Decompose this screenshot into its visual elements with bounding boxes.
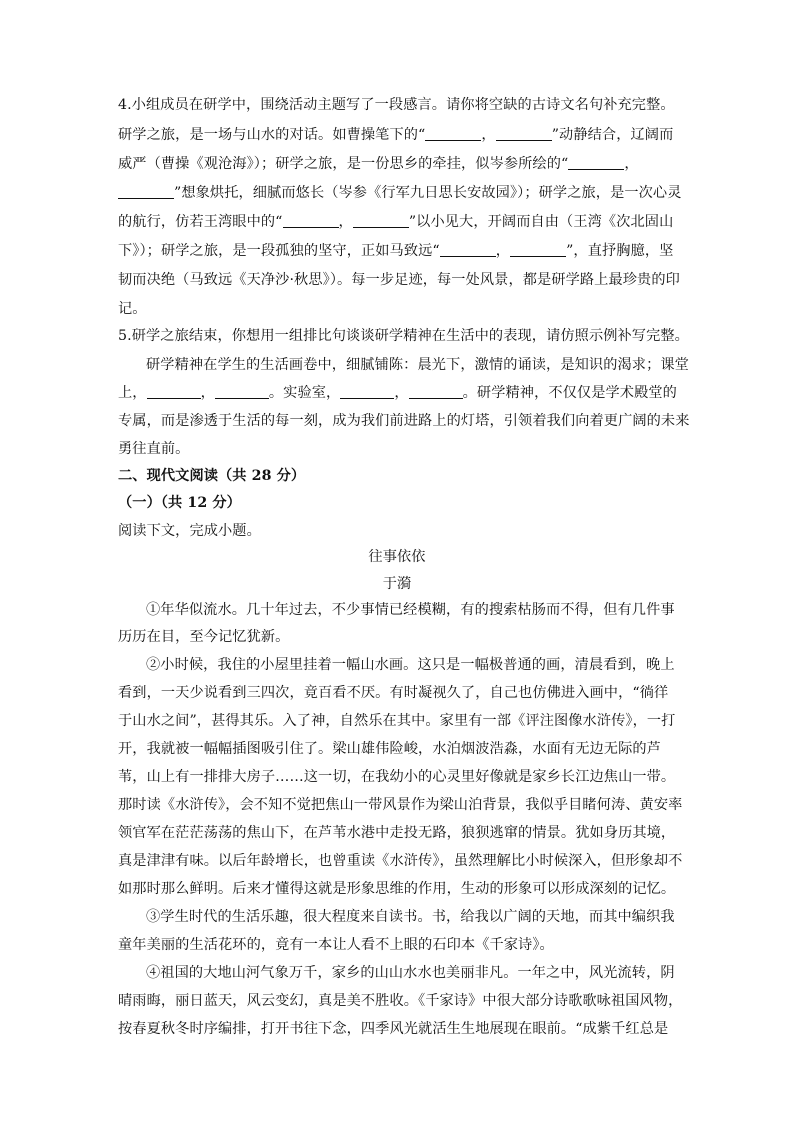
paragraph-2-line: 看到，一天少说看到三四次，竟百看不厌。有时凝视久了，自己也仿佛进入画中，“徜徉 — [118, 685, 669, 701]
question-5-line-3 — [118, 382, 677, 402]
answer-blank[interactable] — [215, 385, 269, 399]
question-4-line-6 — [118, 240, 673, 260]
text: ， — [394, 385, 409, 401]
text: ， — [481, 127, 496, 143]
text: ， — [495, 243, 511, 259]
paragraph-3-line: ③学生时代的生活乐趣，很大程度来自读书。书，给我以广阔的天地，而其中编织我 — [146, 909, 675, 925]
answer-blank[interactable] — [496, 127, 552, 141]
text: 。实验室， — [268, 385, 341, 401]
answer-blank[interactable] — [510, 243, 566, 257]
text: 上， — [118, 385, 147, 401]
question-4-prompt: 4.小组成员在研学中，围绕活动主题写了一段感言。请你将空缺的古诗文名句补充完整。 — [118, 97, 675, 113]
question-5-line-4: 专属，而是渗透于生活的每一刻，成为我们前进路上的灯塔，引领着我们向着更广阔的未来 — [118, 413, 690, 429]
paragraph-4-line: ④祖国的大地山河气象万千，家乡的山山水水也美丽非凡。一年之中，风光流转，阴 — [146, 965, 675, 981]
text: ， — [200, 385, 215, 401]
answer-blank[interactable] — [147, 385, 201, 399]
text: ”想象烘托，细腻而悠长（岑参《行军九日思长安故园》）；研学之旅，是一次心灵 — [174, 185, 682, 201]
subsection-title: （一）（共 12 分） — [118, 495, 241, 511]
answer-blank[interactable] — [283, 214, 339, 228]
article-author: 于漪 — [382, 576, 412, 592]
paragraph-2-line: 真是津津有味。以后年龄增长，也曾重读《水浒传》，虽然理解比小时候深入，但形象却不 — [118, 853, 683, 869]
paragraph-1-line: 历历在目，至今记忆犹新。 — [118, 629, 290, 645]
text: 。研学精神，不仅仅是学术殿堂的 — [462, 385, 677, 401]
paragraph-2-line: 那时读《水浒传》，会不知不觉把焦山一带风景作为梁山泊背景，我似乎目睹何涛、黄安率 — [118, 797, 683, 813]
text: 的航行，仿若王湾眼中的“ — [118, 214, 283, 230]
paragraph-2-line: 苇，山上有一排排大房子……这一切，在我幼小的心灵里好像就是家乡长江边焦山一带。 — [118, 769, 676, 785]
paragraph-2-line: 于山水之间”，甚得其乐。入了神，自然乐在其中。家里有一部《评注图像水浒传》，一打 — [118, 713, 676, 729]
question-4-line-5 — [118, 211, 673, 231]
paragraph-2-line: 开，我就被一幅幅插图吸引住了。梁山雄伟险峻，水泊烟波浩淼，水面有无边无际的芦 — [118, 741, 661, 757]
text: ”以小见大，开阔而自由（王湾《次北固山 — [408, 214, 674, 230]
answer-blank[interactable] — [568, 156, 624, 170]
answer-blank[interactable] — [409, 385, 463, 399]
paragraph-2-line: ②小时候，我住的小屋里挂着一幅山水画。这只是一幅极普通的画，清晨看到，晚上 — [146, 657, 675, 673]
question-5-example: 研学精神在学生的生活画卷中，细腻铺陈：晨光下，激情的诵读，是知识的渴求；课堂 — [146, 357, 689, 373]
text: 威严（曹操《观沧海》）；研学之旅，是一份思乡的牵挂，似岑参所绘的“ — [118, 156, 569, 172]
text: 研学之旅，是一场与山水的对话。如曹操笔下的“ — [118, 127, 426, 143]
paragraph-4-line: 按春夏秋冬时序编排，打开书往下念，四季风光就活生生地展现在眼前。“成紫千红总是 — [118, 1021, 669, 1037]
question-4-line-2 — [118, 124, 673, 144]
answer-blank[interactable] — [118, 185, 174, 199]
question-5-line-5: 勇往直前。 — [118, 441, 190, 457]
section-title: 二、现代文阅读（共 28 分） — [118, 468, 306, 484]
text: ”，直抒胸臆，坚 — [566, 243, 674, 259]
answer-blank[interactable] — [340, 385, 394, 399]
question-4-line-4 — [118, 182, 682, 202]
paragraph-2-line: 领官军在茫茫荡荡的焦山下，在芦苇水港中走投无路，狼狈逃窜的情景。犹如身历其境， — [118, 825, 676, 841]
paragraph-4-line: 晴雨晦，丽日蓝天，风云变幻，真是美不胜收。《千家诗》中很大部分诗歌歌咏祖国风物， — [118, 993, 683, 1009]
question-4-line-7: 韧而决绝（马致远《天净沙·秋思》）。每一步足迹，每一处风景，都是研学路上最珍贵的印 — [118, 272, 680, 288]
article-title: 往事依依 — [368, 549, 426, 565]
text: ， — [338, 214, 353, 230]
paragraph-3-line: 童年美丽的生活花环的，竟有一本让人看不上眼的石印本《千家诗》。 — [118, 937, 554, 953]
paragraph-1-line: ①年华似流水。几十年过去，不少事情已经模糊，有的搜索枯肠而不得，但有几件事 — [146, 602, 675, 618]
answer-blank[interactable] — [440, 243, 496, 257]
paragraph-2-line: 如那时那么鲜明。后来才懂得这就是形象思维的作用，生动的形象可以形成深刻的记忆。 — [118, 881, 676, 897]
text: ”动静结合，辽阔而 — [551, 127, 674, 143]
answer-blank[interactable] — [353, 214, 409, 228]
answer-blank[interactable] — [425, 127, 481, 141]
text: 下》）；研学之旅，是一段孤独的坚守，正如马致远“ — [118, 243, 440, 259]
text: ， — [624, 156, 639, 172]
reading-instruction: 阅读下文，完成小题。 — [118, 523, 261, 539]
question-4-line-3 — [118, 153, 639, 173]
question-5-prompt: 5.研学之旅结束，你想用一组排比句谈谈研学精神在生活中的表现，请仿照示例补写完整。 — [118, 328, 689, 344]
question-4-line-8: 记。 — [118, 301, 147, 317]
